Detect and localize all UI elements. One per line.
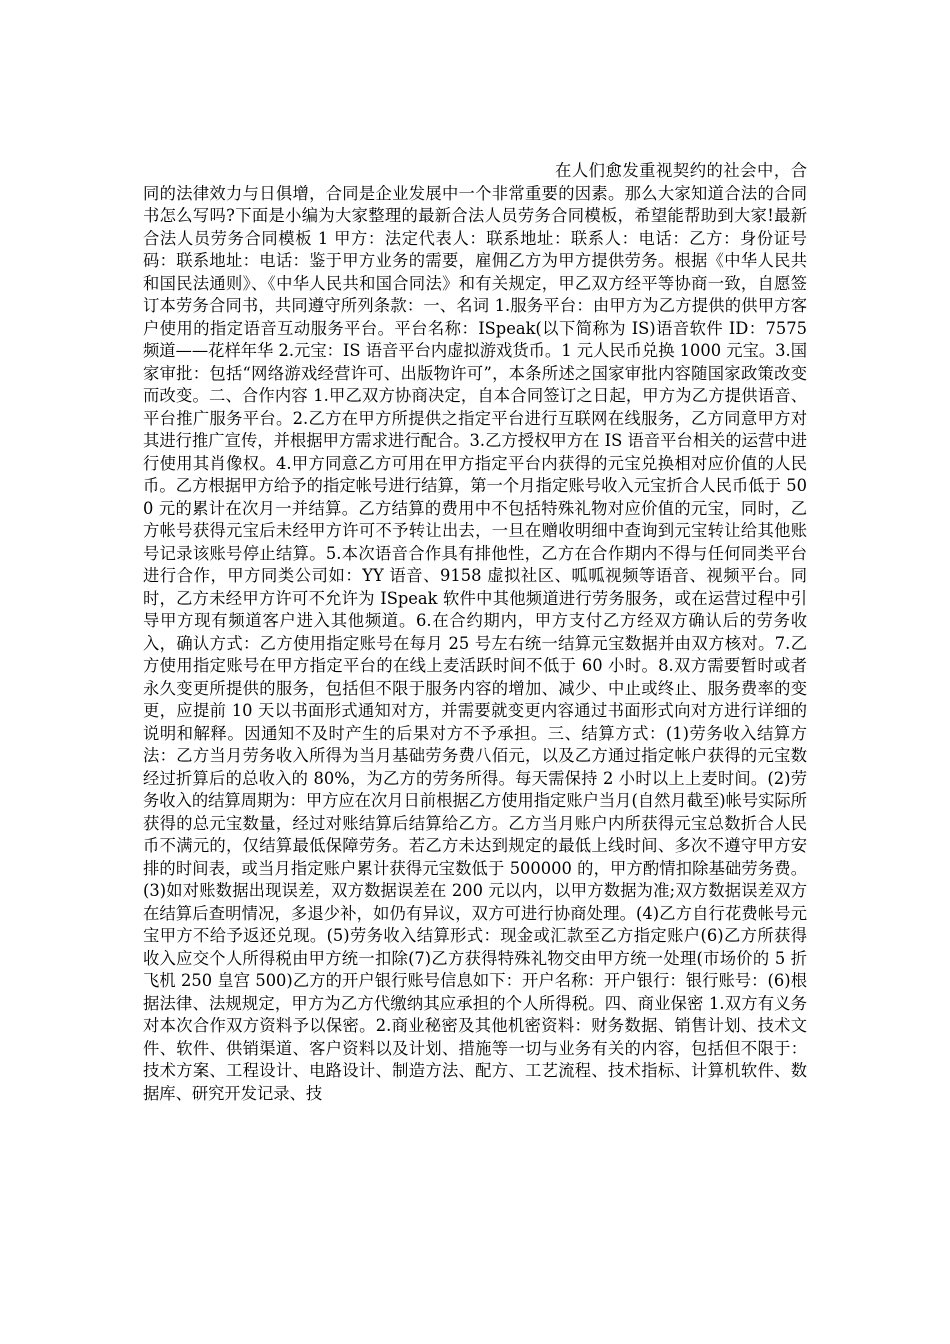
contract-body-text: 在人们愈发重视契约的社会中，合同的法律效力与日俱增，合同是企业发展中一个非常重要的因素。那么大家知道合法的合同书怎么写吗?下面是小编为大家整理的最新合法人员劳务合同模板，希望能帮助到大家!最新合法人员劳务合同模板 1 甲方：法定代表人：联系地址：联系人：电话：乙方：身份证号码：联系地址：电话：鉴于甲方业务的需要，雇佣乙方为甲方提供劳务。根据《中华人民共和国民法通则》、《中华人民共和国合同法》和有关规定，甲乙双方经平等协商一致，自愿签订本劳务合同书，共同遵守所列条款：一、名词 1.服务平台：由甲方为乙方提供的供甲方客户使用的指定语音互动服务平台。平台名称：ISpeak(以下简称为 IS)语音软件 ID：7575 频道——花样年华 2.元宝：IS 语音平台内虚拟游戏货币。1 元人民币兑换 1000 元宝。3.国家审批：包括“网络游戏经营许可、出版物许可”，本条所述之国家审批内容随国家政策改变而改变。二、合作内容 1.甲乙双方协商决定，自本合同签订之日起，甲方为乙方提供语音、平台推广服务平台。2.乙方在甲方所提供之指定平台进行互联网在线服务，乙方同意甲方对其进行推广宣传，并根据甲方需求进行配合。3.乙方授权甲方在 IS 语音平台相关的运营中进行使用其肖像权。4.甲方同意乙方可用在甲方指定平台内获得的元宝兑换相对应价值的人民币。乙方根据甲方给予的指定帐号进行结算，第一个月指定账号收入元宝折合人民币低于 500 元的累计在次月一并结算。乙方结算的费用中不包括特殊礼物对应价值的元宝，同时，乙方帐号获得元宝后未经甲方许可不予转让出去，一旦在赠收明细中查询到元宝转让给其他账号记录该账号停止结算。5.本次语音合作具有排他性，乙方在合作期内不得与任何同类平台进行合作，甲方同类公司如：YY 语音、9158 虚拟社区、呱呱视频等语音、视频平台。同时，乙方未经甲方许可不允许为 ISpeak 软件中其他频道进行劳务服务，或在运营过程中引导甲方现有频道客户进入其他频道。6.在合约期内，甲方支付乙方经双方确认后的劳务收入，确认方式：乙方使用指定账号在每月 25 号左右统一结算元宝数据并由双方核对。7.乙方使用指定账号在甲方指定平台的在线上麦活跃时间不低于 60 小时。8.双方需要暂时或者永久变更所提供的服务，包括但不限于服务内容的增加、减少、中止或终止、服务费率的变更，应提前 10 天以书面形式通知对方，并需要就变更内容通过书面形式向对方进行详细的说明和解释。因通知不及时产生的后果对方不予承担。三、结算方式：(1)劳务收入结算方法：乙方当月劳务收入所得为当月基础劳务费八佰元，以及乙方通过指定帐户获得的元宝数经过折算后的总收入的 80%，为乙方的劳务所得。每天需保持 2 小时以上上麦时间。(2)劳务收入的结算周期为：甲方应在次月日前根据乙方使用指定账户当月(自然月截至)帐号实际所获得的总元宝数量，经过对账结算后结算给乙方。乙方当月账户内所获得元宝总数折合人民币不满元的，仅结算最低保障劳务。若乙方未达到规定的最低上线时间、多次不遵守甲方安排的时间表，或当月指定账户累计获得元宝数低于 500000 的，甲方酌情扣除基础劳务费。(3)如对账数据出现误差，双方数据误差在 200 元以内，以甲方数据为准;双方数据误差双方在结算后查明情况，多退少补，如仍有异议，双方可进行协商处理。(4)乙方自行花费帐号元宝甲方不给予返还兑现。(5)劳务收入结算形式：现金或汇款至乙方指定账户(6)乙方所获得收入应交个人所得税由甲方统一扣除(7)乙方获得特殊礼物交由甲方统一处理(市场价的 5 折飞机 250 皇宫 500)乙方的开户银行账号信息如下：开户名称：开户银行：银行账号：(6)根据法律、法规规定，甲方为乙方代缴纳其应承担的个人所得税。四、商业保密 1.双方有义务对本次合作双方资料予以保密。2.商业秘密及其他机密资料：财务数据、销售计划、技术文件、软件、供销渠道、客户资料以及计划、措施等一切与业务有关的内容，包括但不限于：技术方案、工程设计、电路设计、制造方法、配方、工艺流程、技术指标、计算机软件、数据库、研究开发记录、技 xyxy=(143,161,807,1103)
